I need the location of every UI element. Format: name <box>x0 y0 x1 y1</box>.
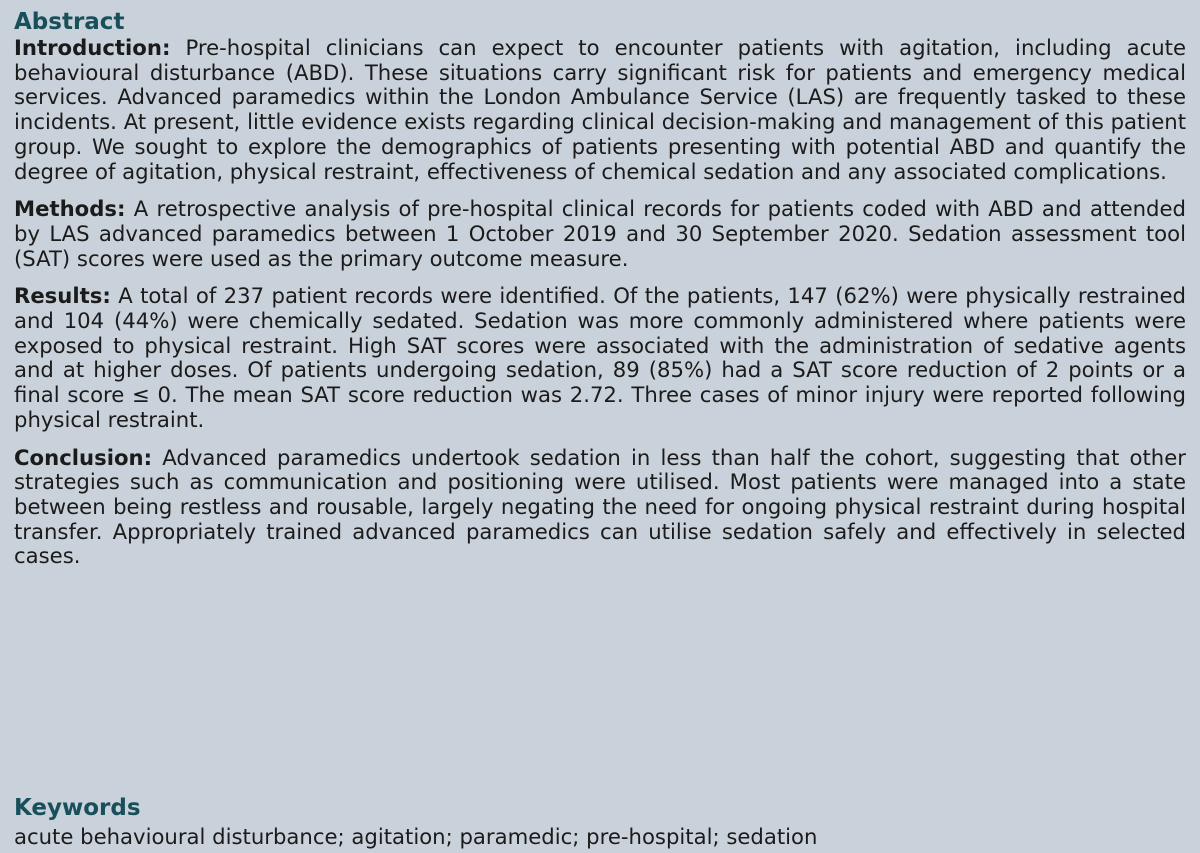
abstract-heading: Abstract <box>14 9 125 35</box>
results-paragraph <box>14 284 1186 432</box>
conclusion-label: Conclusion: <box>14 444 153 470</box>
conclusion-text: Advanced paramedics undertook sedation in less than half the cohort, suggesting that other strategies such as communication and positioning were utilised. Most patients were managed into a state between being restless and rousable, largely negating the need for ongoing physical restraint during hospital transfer. Appropriately trained advanced paramedics can utilise sedation safely and effectively in selected cases. <box>14 444 1186 569</box>
introduction-label: Introduction: <box>14 35 171 60</box>
keywords-heading: Keywords <box>14 795 141 821</box>
keywords-text: acute behavioural disturbance; agitation; paramedic; pre-hospital; sedation <box>14 824 818 849</box>
results-label: Results: <box>14 283 111 309</box>
conclusion-paragraph <box>14 446 1186 570</box>
methods-paragraph <box>14 197 1186 271</box>
introduction-paragraph <box>14 36 1186 184</box>
methods-label: Methods: <box>14 196 126 222</box>
results-text: A total of 237 patient records were identified. Of the patients, 147 (62%) were physically restrained and 104 (44%) were chemically sedated. Sedation was more commonly administered where patients were exposed to physical restraint. High SAT scores were associated with the administration of sedative agents and at higher doses. Of patients undergoing sedation, 89 (85%) had a SAT score reduction of 2 points or a final score ≤ 0. The mean SAT score reduction was 2.72. Three cases of minor injury were reported following physical restraint. <box>14 283 1186 432</box>
introduction-text: Pre-hospital clinicians can expect to encounter patients with agitation, including acute behavioural disturbance (ABD). These situations carry significant risk for patients and emergency medical services. Advanced paramedics within the London Ambulance Service (LAS) are frequently tasked to these incidents. At present, little evidence exists regarding clinical decision-making and management of this patient group. We sought to explore the demographics of patients presenting with potential ABD and quantify the degree of agitation, physical restraint, effectiveness of chemical sedation and any associated complications. <box>14 35 1186 184</box>
methods-text: A retrospective analysis of pre-hospital clinical records for patients coded with ABD and attended by LAS advanced paramedics between 1 October 2019 and 30 September 2020. Sedation assessment tool (SAT) scores were used as the primary outcome measure. <box>14 196 1186 271</box>
